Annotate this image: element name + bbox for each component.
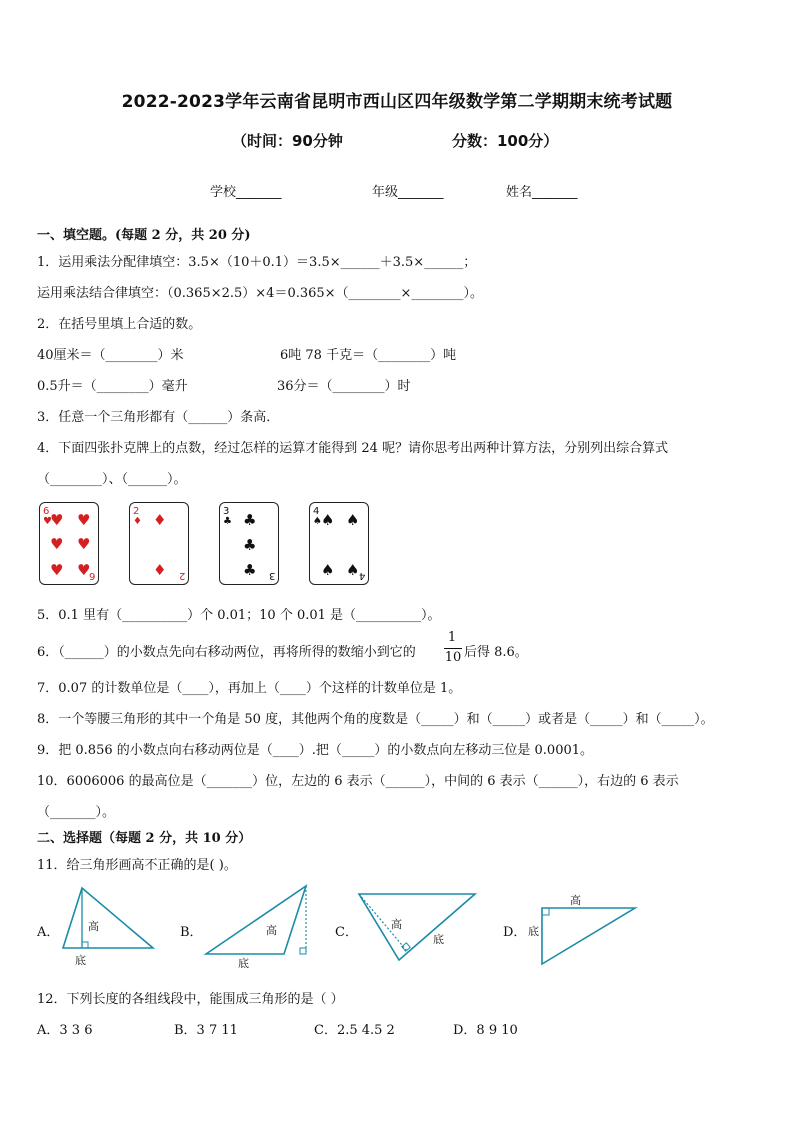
base-label: 底 xyxy=(528,925,539,938)
option-d-label: D． xyxy=(503,925,527,940)
spade-icon: ♠ xyxy=(321,561,335,579)
card-rank: 4 xyxy=(313,506,320,517)
question-4b: （________）、（______）。 xyxy=(37,472,187,487)
club-icon: ♣ xyxy=(243,536,257,554)
spade-icon: ♠ xyxy=(313,516,322,527)
club-icon: ♣ xyxy=(243,561,257,579)
exam-score: 分数：100分） xyxy=(452,132,559,150)
card-rank: 2 xyxy=(178,570,185,581)
height-label: 高 xyxy=(570,894,581,907)
base-label: 底 xyxy=(238,957,249,970)
question-7: 7．0.07 的计数单位是（____），再加上（____）个这样的计数单位是 1。 xyxy=(37,681,462,696)
card-rank: 6 xyxy=(88,570,95,581)
height-label: 高 xyxy=(391,918,402,931)
question-6a: 6．（______）的小数点先向右移动两位，再将所得的数缩小到它的 xyxy=(37,645,416,660)
card-rank: 3 xyxy=(268,570,275,581)
playing-card-4-spades xyxy=(309,502,369,585)
fraction-bar xyxy=(444,648,462,649)
base-label: 底 xyxy=(433,933,444,946)
question-4a: 4．下面四张扑克牌上的点数，经过怎样的运算才能得到 24 呢？请你思考出两种计算方法，分别列出综合算式 xyxy=(37,441,669,456)
section-1-heading: 一、填空题。(每题 2 分，共 20 分) xyxy=(37,228,251,243)
triangle-c-figure xyxy=(355,888,480,968)
question-5: 5．0.1 里有（__________）个 0.01；10 个 0.01 是（__________）。 xyxy=(37,608,441,623)
question-2: 2．在括号里填上合适的数。 xyxy=(37,317,202,332)
heart-icon: ♥ xyxy=(77,535,91,553)
playing-card-6-hearts xyxy=(39,502,99,585)
spade-icon: ♠ xyxy=(321,511,335,529)
question-9: 9．把 0.856 的小数点向右移动两位是（____）.把（_____）的小数点向左移动三位是 0.0001。 xyxy=(37,743,594,758)
question-1b: 运用乘法结合律填空：（0.365×2.5）×4＝0.365×（________×________）。 xyxy=(37,286,483,301)
question-1a: 1．运用乘法分配律填空：3.5×（10＋0.1）＝3.5×______＋3.5×______； xyxy=(37,255,477,270)
heart-icon: ♥ xyxy=(77,561,91,579)
question-12: 12．下列长度的各组线段中，能围成三角形的是（ ） xyxy=(37,992,344,1007)
question-2a: 40厘米＝（________）米 xyxy=(37,348,184,363)
school-field: 学校_______ xyxy=(210,185,282,200)
card-rank: 4 xyxy=(358,570,365,581)
exam-time: （时间：90分钟 xyxy=(232,132,343,150)
option-a: A．3 3 6 xyxy=(37,1023,93,1038)
question-3: 3．任意一个三角形都有（______）条高． xyxy=(37,410,280,425)
card-rank: 2 xyxy=(133,506,140,517)
spade-icon: ♠ xyxy=(346,561,360,579)
question-11: 11．给三角形画高不正确的是( )。 xyxy=(37,858,237,873)
heart-icon: ♥ xyxy=(50,561,64,579)
question-2d: 36分＝（________）时 xyxy=(277,379,411,394)
option-b: B．3 7 11 xyxy=(174,1023,238,1038)
heart-icon: ♥ xyxy=(77,511,91,529)
club-icon: ♣ xyxy=(243,511,257,529)
spade-icon: ♠ xyxy=(346,511,360,529)
card-rank: 6 xyxy=(43,506,50,517)
height-label: 高 xyxy=(266,924,277,937)
question-8: 8．一个等腰三角形的其中一个角是 50 度，其他两个角的度数是（_____）和（_____）或者是（_____）和（_____）。 xyxy=(37,712,714,727)
diamond-icon: ♦ xyxy=(133,516,142,527)
question-10a: 10．6006006 的最高位是（_______）位，左边的 6 表示（______），中间的 6 表示（______），右边的 6 表示 xyxy=(37,774,679,789)
heart-icon: ♥ xyxy=(43,516,52,527)
page-title: 2022-2023学年云南省昆明市西山区四年级数学第二学期期末统考试题 xyxy=(121,92,673,112)
heart-icon: ♥ xyxy=(50,535,64,553)
playing-card-3-clubs xyxy=(219,502,279,585)
club-icon: ♣ xyxy=(223,516,232,527)
option-c: C．2.5 4.5 2 xyxy=(314,1023,395,1038)
diamond-icon: ♦ xyxy=(153,561,167,579)
section-2-heading: 二、选择题（每题 2 分，共 10 分） xyxy=(37,831,252,846)
fraction-denominator: 10 xyxy=(444,650,462,665)
base-label: 底 xyxy=(75,954,86,967)
name-field: 姓名_______ xyxy=(506,185,578,200)
option-d: D．8 9 10 xyxy=(453,1023,518,1038)
option-c-label: C． xyxy=(335,925,358,940)
question-2c: 0.5升＝（________）毫升 xyxy=(37,379,188,394)
card-rank: 3 xyxy=(223,506,230,517)
triangle-d-figure xyxy=(520,890,645,970)
grade-field: 年级_______ xyxy=(372,185,444,200)
heart-icon: ♥ xyxy=(50,511,64,529)
question-6b: 后得 8.6。 xyxy=(464,645,528,660)
option-a-label: A． xyxy=(37,925,60,940)
fraction-numerator: 1 xyxy=(447,630,457,645)
triangle-b-figure xyxy=(200,878,310,973)
triangle-a-figure xyxy=(55,880,160,970)
question-10b: （_______）。 xyxy=(37,805,116,820)
question-2b: 6吨 78 千克＝（________）吨 xyxy=(280,348,457,363)
playing-card-2-diamonds xyxy=(129,502,189,585)
option-b-label: B． xyxy=(180,925,203,940)
height-label: 高 xyxy=(88,920,99,933)
diamond-icon: ♦ xyxy=(153,511,167,529)
